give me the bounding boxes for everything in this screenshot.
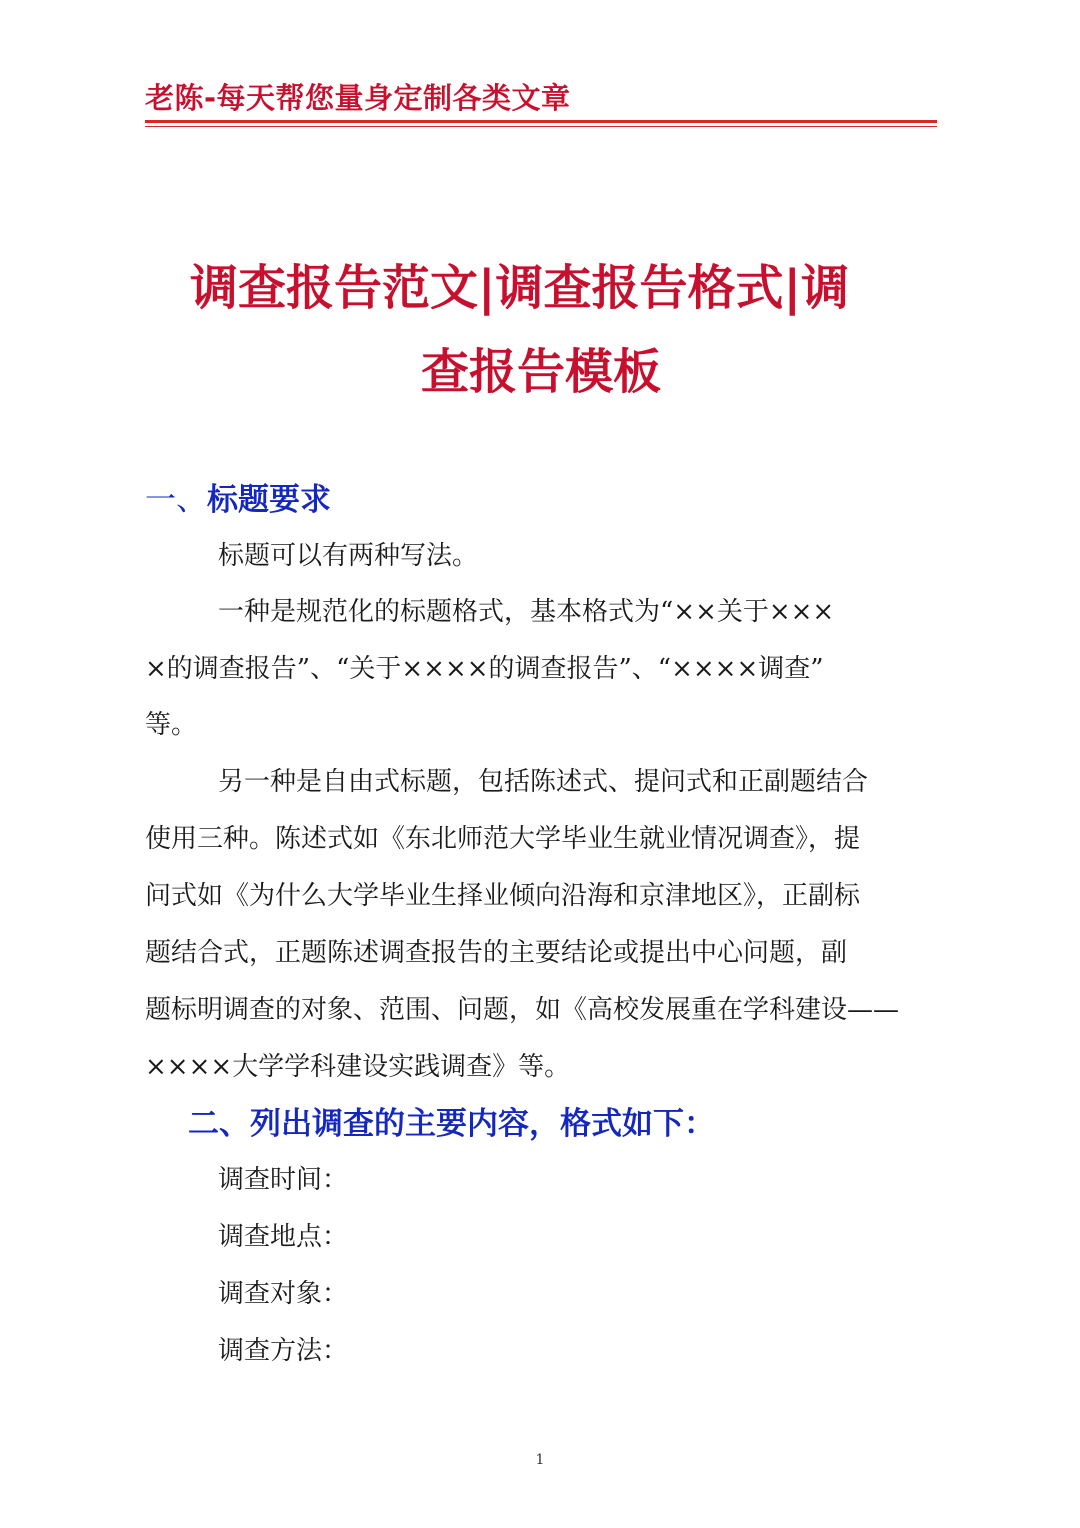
survey-item-method: 调查方法：	[218, 1336, 349, 1366]
section1-heading	[145, 480, 331, 520]
section1-paragraph-line: ××××大学学科建设实践调查》等。	[145, 1052, 571, 1082]
page-number: 1	[535, 1452, 545, 1468]
section1-paragraph-line: 题标明调查的对象、范围、问题，如《高校发展重在学科建设——	[145, 995, 900, 1025]
header-text: 老陈-每天帮您量身定制各类文章	[145, 81, 571, 115]
section1-paragraph-line: 问式如《为什么大学毕业生择业倾向沿海和京津地区》，正副标	[145, 881, 861, 911]
section1-heading-number: 一、	[145, 482, 207, 518]
section1-paragraph-line: 标题可以有两种写法。	[218, 541, 479, 571]
section1-heading-text: 标题要求	[207, 482, 331, 518]
survey-item-location: 调查地点：	[218, 1222, 349, 1252]
header-rule-thick	[145, 120, 937, 123]
survey-item-subject: 调查对象：	[218, 1279, 349, 1309]
section2-heading: 二、列出调查的主要内容，格式如下：	[188, 1106, 715, 1142]
section1-paragraph-line: ×的调查报告”、“关于××××的调查报告”、“××××调查”	[145, 654, 824, 684]
section1-paragraph-line: 使用三种。陈述式如《东北师范大学毕业生就业情况调查》，提	[145, 824, 861, 854]
document-title-line2: 查报告模板	[420, 344, 661, 400]
section1-paragraph-line: 题结合式，正题陈述调查报告的主要结论或提出中心问题，副	[145, 938, 848, 968]
header-rule-thin	[145, 126, 937, 127]
section1-paragraph-line: 另一种是自由式标题，包括陈述式、提问式和正副题结合	[218, 767, 869, 797]
section1-paragraph-line: 等。	[145, 710, 198, 740]
document-title-line1: 调查报告范文|调查报告格式|调	[190, 260, 850, 316]
section1-paragraph-line: 一种是规范化的标题格式，基本格式为“××关于×××	[218, 597, 835, 627]
survey-item-time: 调查时间：	[218, 1165, 349, 1195]
